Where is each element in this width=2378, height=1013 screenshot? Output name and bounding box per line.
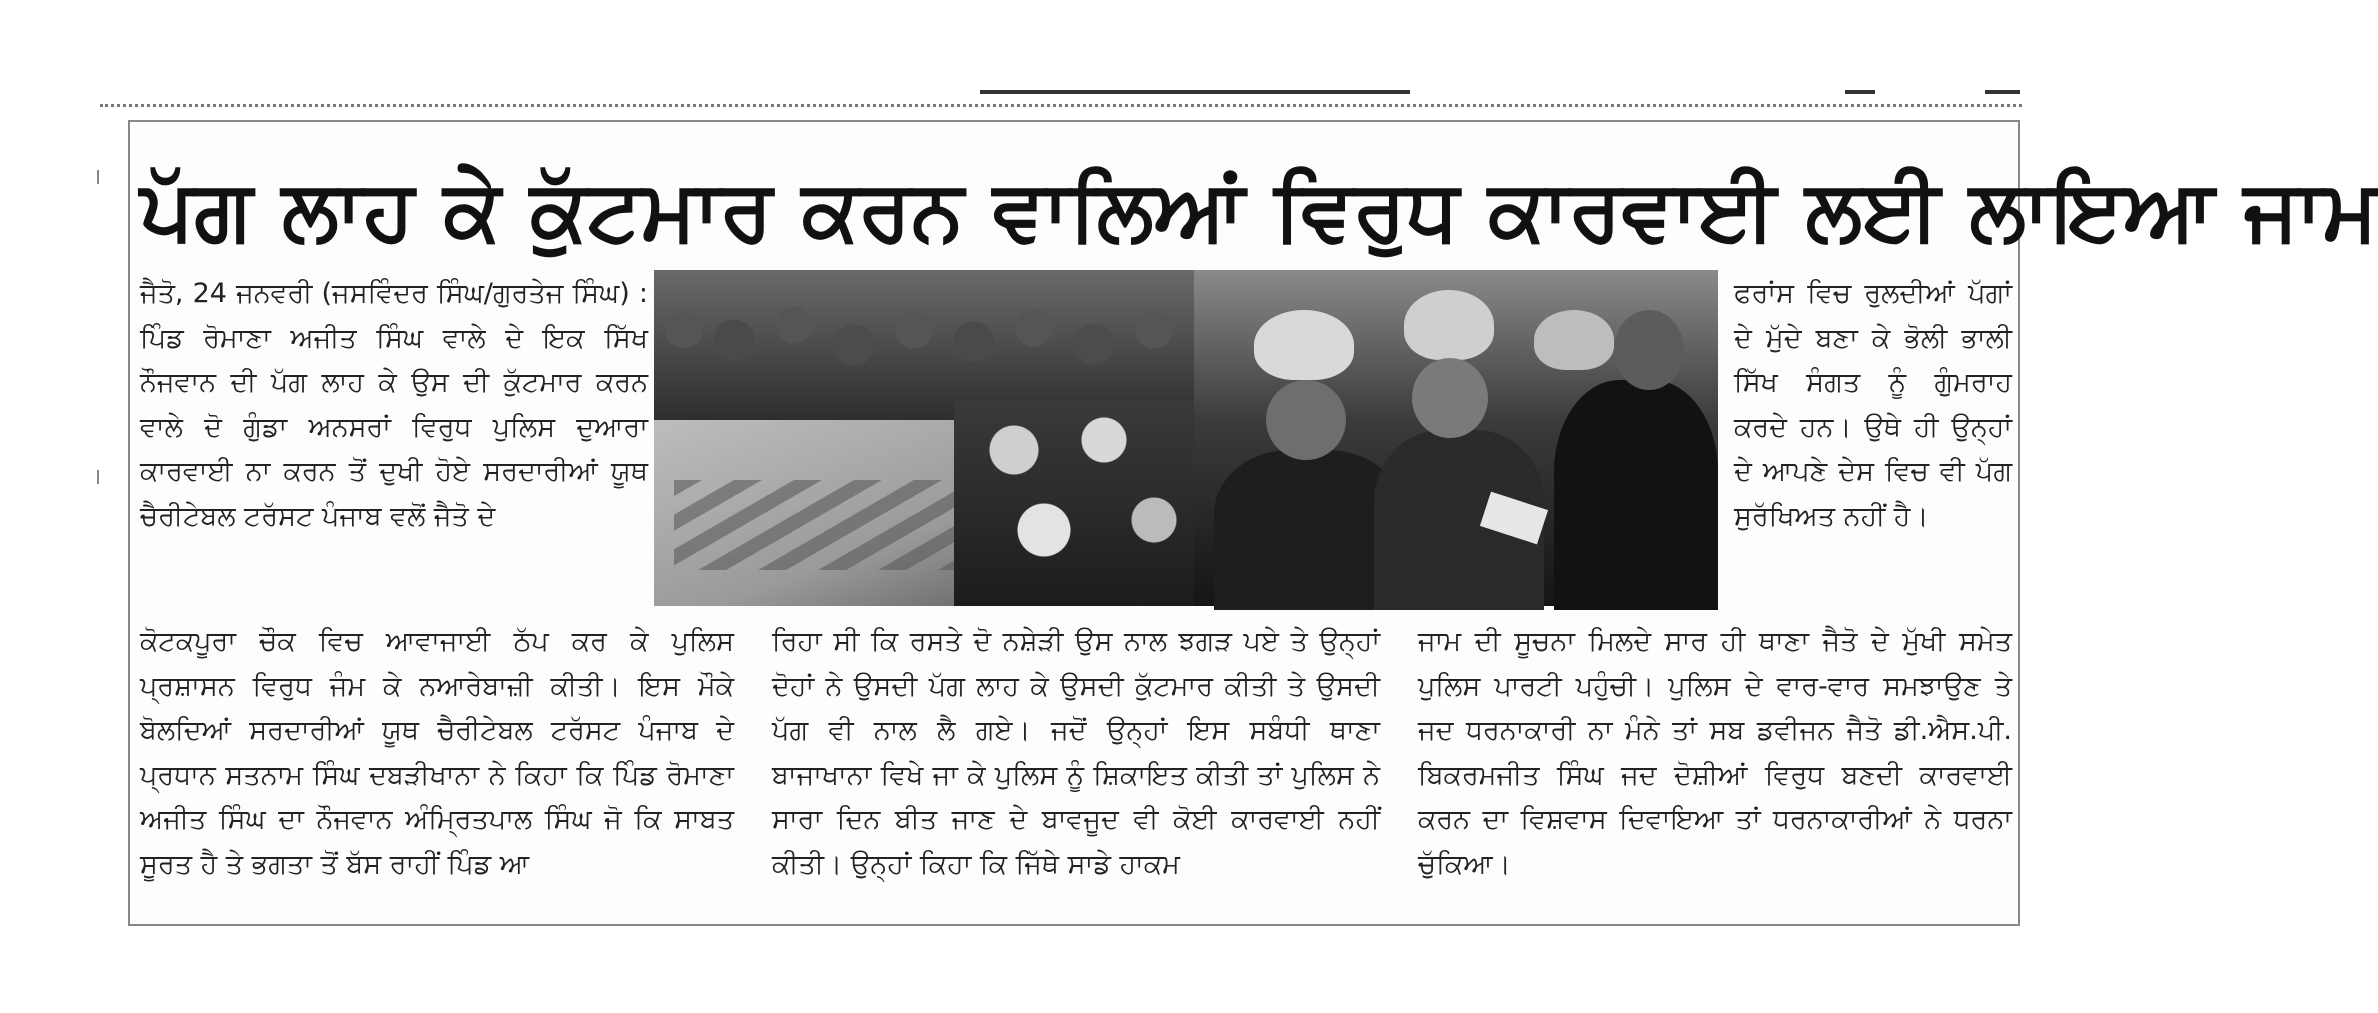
article-headline: ਪੱਗ ਲਾਹ ਕੇ ਕੁੱਟਮਾਰ ਕਰਨ ਵਾਲਿਆਂ ਵਿਰੁਧ ਕਾਰਵਾਈ ਲਈ ਲਾਇਆ ਜਾਮ bbox=[140, 161, 2378, 259]
article-column-3: ਜਾਮ ਦੀ ਸੂਚਨਾ ਮਿਲਦੇ ਸਾਰ ਹੀ ਥਾਣਾ ਜੈਤੋ ਦੇ ਮੁੱਖੀ ਸਮੇਤ ਪੁਲਿਸ ਪਾਰਟੀ ਪਹੁੰਚੀ। ਪੁਲਿਸ ਦੇ ਵਾਰ-ਵਾਰ ਸਮਝਾਉਣ ਤੇ ਜਦ ਧਰਨਾਕਾਰੀ ਨਾ ਮੰਨੇ ਤਾਂ ਸਬ ਡਵੀਜਨ ਜੈਤੋ ਡੀ.ਐਸ.ਪੀ. ਬਿਕਰਮਜੀਤ ਸਿੰਘ ਜਦ ਦੋਸ਼ੀਆਂ ਵਿਰੁਧ ਬਣਦੀ ਕਾਰਵਾਈ ਕਰਨ ਦਾ ਵਿਸ਼ਵਾਸ ਦਿਵਾਇਆ ਤਾਂ ਧਰਨਾਕਾਰੀਆਂ ਨੇ ਧਰਨਾ ਚੁੱਕਿਆ। bbox=[1418, 626, 2012, 880]
photo-face bbox=[1412, 358, 1488, 438]
article-column-1-bottom: ਕੋਟਕਪੂਰਾ ਚੌਕ ਵਿਚ ਆਵਾਜਾਈ ਠੱਪ ਕਰ ਕੇ ਪੁਲਿਸ ਪ੍ਰਸ਼ਾਸਨ ਵਿਰੁਧ ਜੰਮ ਕੇ ਨਆਰੇਬਾਜ਼ੀ ਕੀਤੀ। ਇਸ ਮੌਕੇ ਬੋਲਦਿਆਂ ਸਰਦਾਰੀਆਂ ਯੂਥ ਚੈਰੀਟੇਬਲ ਟਰੱਸਟ ਪੰਜਾਬ ਦੇ ਪ੍ਰਧਾਨ ਸਤਨਾਮ ਸਿੰਘ ਦਬੜੀਖਾਨਾ ਨੇ ਕਿਹਾ ਕਿ ਪਿੰਡ ਰੋਮਾਣਾ ਅਜੀਤ ਸਿੰਘ ਦਾ ਨੌਜਵਾਨ ਅੰਮ੍ਰਿਤਪਾਲ ਸਿੰਘ ਜੋ ਕਿ ਸਾਬਤ ਸੂਰਤ ਹੈ ਤੇ ਭਗਤਾ ਤੋਂ ਬੱਸ ਰਾਹੀਂ ਪਿੰਡ ਆ bbox=[140, 626, 734, 880]
photo-face bbox=[1266, 380, 1346, 460]
dotted-rule bbox=[100, 104, 2022, 107]
article-photo bbox=[654, 270, 1718, 606]
top-rule-segment bbox=[1845, 90, 1875, 94]
photo-turban bbox=[1254, 310, 1354, 380]
top-rule-segment bbox=[980, 90, 1410, 94]
photo-protesters bbox=[954, 400, 1214, 606]
article-column-right-top: ਫਰਾਂਸ ਵਿਚ ਰੁਲਦੀਆਂ ਪੱਗਾਂ ਦੇ ਮੁੱਦੇ ਬਣਾ ਕੇ ਭੋਲੀ ਭਾਲੀ ਸਿੱਖ ਸੰਗਤ ਨੂੰ ਗੁੰਮਰਾਹ ਕਰਦੇ ਹਨ। ਉਥੇ ਹੀ ਉਨ੍ਹਾਂ ਦੇ ਆਪਣੇ ਦੇਸ ਵਿਚ ਵੀ ਪੱਗ ਸੁਰੱਖਿਅਤ ਨਹੀਂ ਹੈ। bbox=[1734, 278, 2012, 532]
article-column-1-top: ਜੈਤੋ, 24 ਜਨਵਰੀ (ਜਸਵਿੰਦਰ ਸਿੰਘ/ਗੁਰਤੇਜ ਸਿੰਘ) : ਪਿੰਡ ਰੋਮਾਣਾ ਅਜੀਤ ਸਿੰਘ ਵਾਲੇ ਦੇ ਇਕ ਸਿੱਖ ਨੌਜਵਾਨ ਦੀ ਪੱਗ ਲਾਹ ਕੇ ਉਸ ਦੀ ਕੁੱਟਮਾਰ ਕਰਨ ਵਾਲੇ ਦੋ ਗੁੰਡਾ ਅਨਸਰਾਂ ਵਿਰੁਧ ਪੁਲਿਸ ਦੁਆਰਾ ਕਾਰਵਾਈ ਨਾ ਕਰਨ ਤੋਂ ਦੁਖੀ ਹੋਏ ਸਰਦਾਰੀਆਂ ਯੂਥ ਚੈਰੀਟੇਬਲ ਟਰੱਸਟ ਪੰਜਾਬ ਵਲੋਂ ਜੈਤੋ ਦੇ bbox=[140, 278, 648, 532]
photo-shadow bbox=[674, 480, 974, 570]
photo-turban bbox=[1534, 310, 1614, 370]
article-column-2: ਰਿਹਾ ਸੀ ਕਿ ਰਸਤੇ ਦੋ ਨਸ਼ੇੜੀ ਉਸ ਨਾਲ ਝਗੜ ਪਏ ਤੇ ਉਨ੍ਹਾਂ ਦੋਹਾਂ ਨੇ ਉਸਦੀ ਪੱਗ ਲਾਹ ਕੇ ਉਸਦੀ ਕੁੱਟਮਾਰ ਕੀਤੀ ਤੇ ਉਸਦੀ ਪੱਗ ਵੀ ਨਾਲ ਲੈ ਗਏ। ਜਦੋਂ ਉਨ੍ਹਾਂ ਇਸ ਸਬੰਧੀ ਥਾਣਾ ਬਾਜਾਖਾਨਾ ਵਿਖੇ ਜਾ ਕੇ ਪੁਲਿਸ ਨੂੰ ਸ਼ਿਕਾਇਤ ਕੀਤੀ ਤਾਂ ਪੁਲਿਸ ਨੇ ਸਾਰਾ ਦਿਨ ਬੀਤ ਜਾਣ ਦੇ ਬਾਵਜੂਦ ਵੀ ਕੋਈ ਕਾਰਵਾਈ ਨਹੀਂ ਕੀਤੀ। ਉਨ੍ਹਾਂ ਕਿਹਾ ਕਿ ਜਿੱਥੇ ਸਾਡੇ ਹਾਕਮ bbox=[772, 626, 1380, 880]
photo-crowd bbox=[654, 270, 1194, 420]
photo-figure bbox=[1554, 380, 1718, 610]
margin-mark bbox=[97, 470, 99, 484]
margin-mark bbox=[97, 170, 99, 184]
photo-turban bbox=[1404, 290, 1494, 360]
top-rule-segment bbox=[1985, 90, 2020, 94]
photo-face bbox=[1614, 310, 1684, 390]
